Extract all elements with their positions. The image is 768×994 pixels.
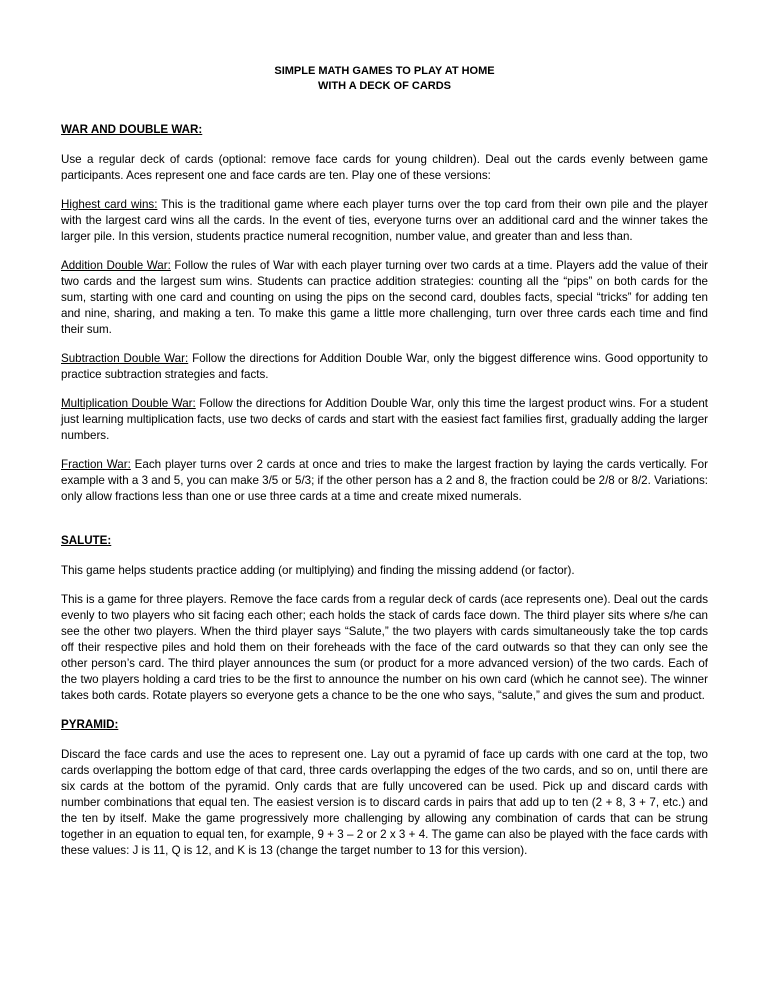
multiplication-double-war-paragraph [61, 396, 708, 444]
fraction-war-paragraph [61, 457, 708, 505]
addition-double-war-text: Follow the rules of War with each player turning over two cards at a time. Players add the value of their two cards and the largest sum wins. Students can practice addition strategies: counting all the “pips” on both cards for the sum, starting with one card and counting on using the pips on the second card, doubles facts, special “tricks” for adding ten and nine, sharing, and making a ten. To make this game a little more challenging, turn over three cards each time and find their sum. [61, 259, 708, 336]
salute-rules: This is a game for three players. Remove the face cards from a regular deck of cards (ace represents one). Deal out the cards evenly to two players who sit facing each other; each holds the stack of cards face down. The third player sits where s/he can see the other two players. When the third player says “Salute,” the two players with cards simultaneously take the top cards off their respective piles and hold them on their foreheads with the face of the card outwards so that they can only see the other person’s card. The third player announces the sum (or product for a more advanced version) of the two cards. Each of the two players holding a card tries to be the first to announce the number on his own card (which he cannot see). The winner takes both cards. Rotate players so everyone gets a chance to be the one who says, “salute,” and gives the sum and product. [61, 593, 708, 702]
salute-intro: This game helps students practice adding (or multiplying) and finding the missing addend (or factor). [61, 564, 575, 577]
subtraction-double-war-paragraph [61, 351, 708, 383]
title-line-1: SIMPLE MATH GAMES TO PLAY AT HOME [274, 65, 495, 77]
addition-double-war-label: Addition Double War: [61, 259, 171, 272]
multiplication-double-war-label: Multiplication Double War: [61, 397, 196, 410]
multiplication-double-war-text: Follow the directions for Addition Double War, only this time the largest product wins. For a student just learning multiplication facts, use two decks of cards and start with the easiest fact families first, gradually adding the larger numbers. [61, 397, 708, 442]
subtraction-double-war-text: Follow the directions for Addition Double War, only the biggest difference wins. Good opportunity to practice subtraction strategies and facts. [61, 352, 708, 381]
pyramid-rules: Discard the face cards and use the aces to represent one. Lay out a pyramid of face up cards with one card at the top, two cards overlapping the bottom edge of that card, three cards overlapping the edges of the two cards, and so on, until there are six cards at the bottom of the pyramid. Only cards that are fully uncovered can be used. Pick up and discard cards with number combinations that equal ten. The easiest version is to discard cards in pairs that add up to ten (2 + 8, 3 + 7, etc.) and the ten by itself. Make the game progressively more challenging by allowing any combination of cards that can be strung together in an equation to equal ten, for example, 9 + 3 – 2 or 2 x 3 + 4. The game can also be played with the face cards with these values: J is 11, Q is 12, and K is 13 (change the target number to 13 for this version). [61, 748, 708, 857]
subtraction-double-war-label: Subtraction Double War: [61, 352, 189, 365]
document-title [61, 64, 708, 93]
war-heading: WAR AND DOUBLE WAR: [61, 123, 203, 136]
document-page [61, 64, 708, 872]
title-line-2: WITH A DECK OF CARDS [317, 79, 451, 92]
fraction-war-label: Fraction War: [61, 458, 131, 471]
addition-double-war-paragraph [61, 258, 708, 338]
salute-heading: SALUTE: [61, 534, 112, 547]
highest-card-wins-text: This is the traditional game where each player turns over the top card from their own pile and the player with the largest card wins all the cards. In the event of ties, everyone turns over an additional card and the winner takes the larger pile. In this version, students practice numeral recognition, number value, and greater than and less than. [61, 198, 708, 243]
highest-card-wins-label: Highest card wins: [61, 198, 158, 211]
war-intro: Use a regular deck of cards (optional: remove face cards for young children). Deal out the cards evenly between game participants. Aces represent one and face cards are ten. Play one of these versions: [61, 153, 708, 182]
highest-card-wins-paragraph [61, 197, 708, 245]
pyramid-heading: PYRAMID: [61, 718, 119, 731]
fraction-war-text: Each player turns over 2 cards at once and tries to make the largest fraction by laying the cards vertically. For example with a 3 and 5, you can make 3/5 or 5/3; if the other person has a 2 and 8, the fraction could be 2/8 or 8/2. Variations: only allow fractions less than one or use three cards at a time and create mixed numerals. [61, 458, 708, 503]
